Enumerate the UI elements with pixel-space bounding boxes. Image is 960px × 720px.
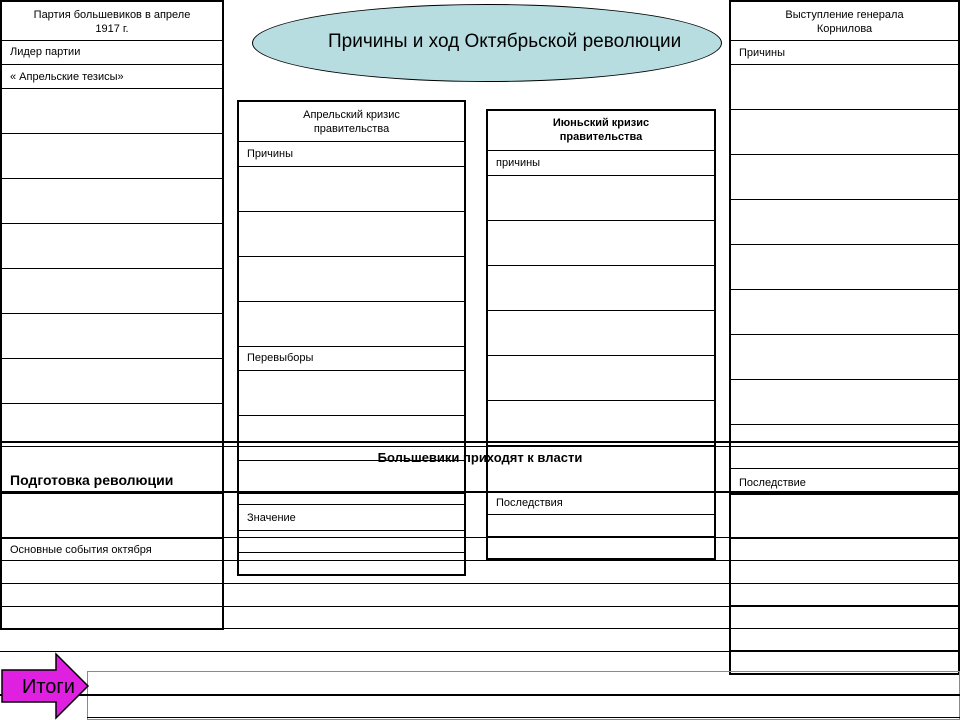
center-divider — [0, 560, 960, 561]
table-row — [731, 538, 958, 539]
table-row — [2, 538, 222, 539]
table-row — [239, 552, 464, 553]
table-row — [2, 178, 222, 179]
table-row — [731, 334, 958, 335]
page-title: Причины и ход Октябрьской революции — [328, 31, 682, 52]
table-row — [488, 514, 714, 515]
april-crisis-table — [237, 100, 466, 576]
april-causes-label: Причины — [247, 148, 294, 160]
center-divider — [0, 537, 960, 538]
kornilov-table — [729, 0, 960, 675]
table-row — [239, 346, 464, 347]
table-row — [731, 379, 958, 380]
table-row — [239, 166, 464, 167]
table-row — [731, 468, 958, 469]
table-row — [731, 64, 958, 65]
table-row — [731, 493, 958, 495]
table-row — [239, 504, 464, 505]
table-row — [239, 256, 464, 257]
table-row — [239, 141, 464, 142]
table-row — [731, 244, 958, 245]
table-row — [2, 64, 222, 65]
kornilov-causes-label: Причины — [739, 47, 786, 59]
table-row — [731, 289, 958, 290]
june-consequences-label: Последствия — [496, 497, 563, 509]
table-row — [2, 133, 222, 134]
table-row — [731, 424, 958, 425]
table-row — [488, 175, 714, 176]
june-crisis-header: Июньский кризис правительства — [552, 117, 650, 143]
table-row — [239, 211, 464, 212]
preparation-label: Подготовка революции — [10, 472, 174, 488]
table-row — [2, 40, 222, 41]
table-row — [488, 310, 714, 311]
center-heading: Большевики приходят к власти — [377, 450, 583, 465]
results-divider — [0, 694, 960, 696]
left-table — [0, 0, 224, 630]
table-row — [2, 403, 222, 404]
table-row — [731, 199, 958, 200]
center-divider — [0, 628, 960, 629]
results-label: Итоги — [22, 676, 75, 698]
center-divider — [0, 606, 960, 607]
center-divider — [0, 651, 960, 652]
center-divider — [0, 446, 960, 447]
leader-label: Лидер партии — [10, 46, 81, 58]
table-row — [488, 150, 714, 151]
table-row — [239, 493, 464, 494]
kornilov-header: Выступление генерала Корнилова — [785, 9, 904, 35]
table-row — [488, 265, 714, 266]
center-divider — [0, 491, 960, 493]
table-row — [2, 313, 222, 314]
table-row — [239, 415, 464, 416]
table-row — [488, 400, 714, 401]
october-events-label: Основные события октября — [10, 544, 152, 556]
june-causes-label: причины — [496, 157, 541, 169]
table-row — [239, 530, 464, 531]
table-row — [2, 358, 222, 359]
center-divider — [0, 583, 960, 584]
table-row — [731, 40, 958, 41]
results-divider — [87, 717, 960, 718]
table-row — [731, 154, 958, 155]
left-table-header: Партия большевиков в апреле 1917 г. — [33, 9, 191, 35]
table-row — [488, 355, 714, 356]
reelections-label: Перевыборы — [247, 352, 314, 364]
kornilov-consequence-label: Последствие — [739, 477, 806, 489]
center-divider-top — [0, 441, 960, 443]
significance-label: Значение — [247, 512, 296, 524]
table-row — [239, 301, 464, 302]
theses-label: « Апрельские тезисы» — [10, 71, 124, 83]
table-row — [2, 88, 222, 89]
table-row — [731, 109, 958, 110]
table-row — [488, 220, 714, 221]
april-crisis-header: Апрельский кризис правительства — [303, 109, 400, 135]
table-row — [2, 268, 222, 269]
table-row — [239, 370, 464, 371]
table-row — [2, 223, 222, 224]
